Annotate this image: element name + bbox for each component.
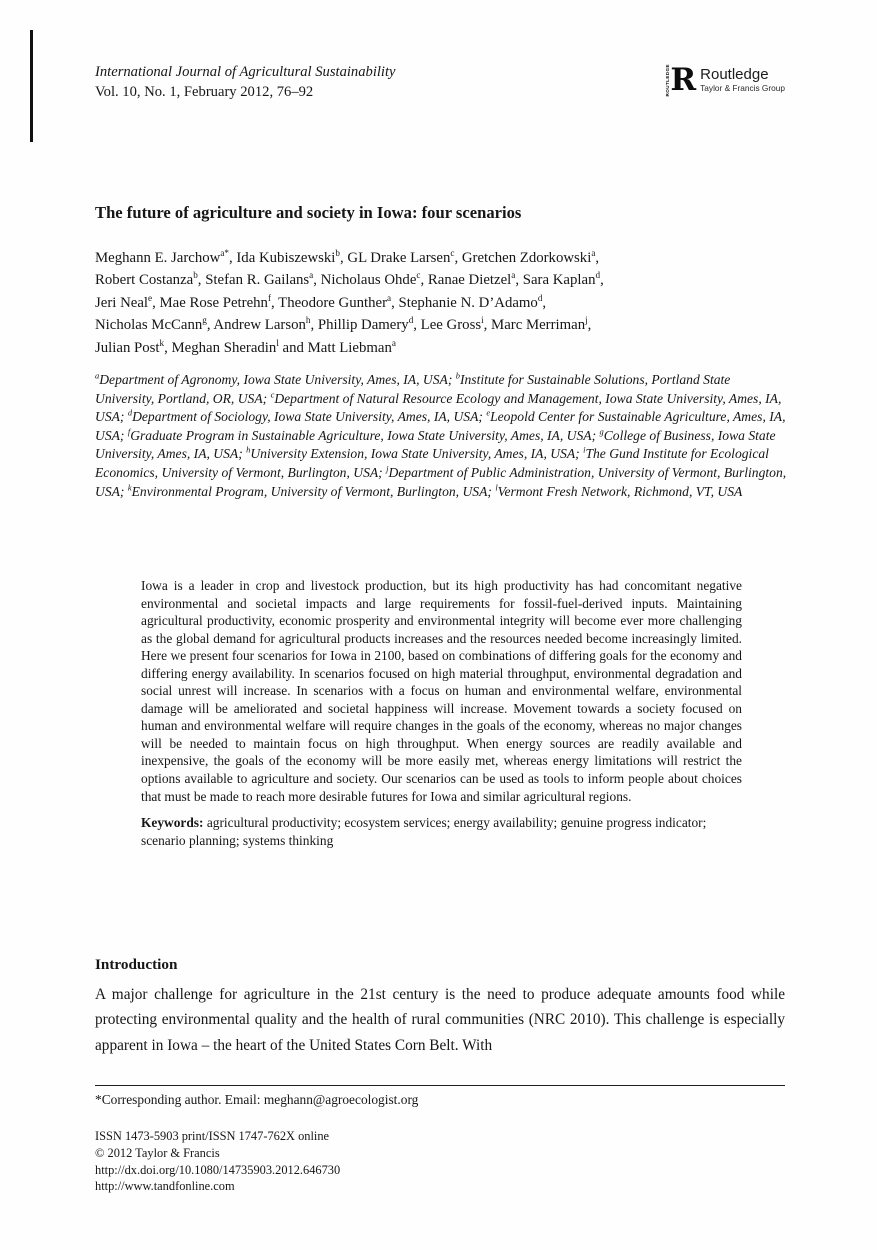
logo-tagline: Taylor & Francis Group: [700, 83, 785, 94]
abstract-text: Iowa is a leader in crop and livestock production, but its high productivity has had concomitant negative environmental and societal impacts and large requirements for fossil-fuel-derived inputs. Maintaining agricultural productivity, economic prosperity and environmental integrity will become ever more challenging as the global demand for agricultural products increases and the resources needed become increasingly limited. Here we present four scenarios for Iowa in 2100, based on combinations of differing goals for the economy and differing energy availability. In scenarios focused on high material throughput, environmental degradation and social unrest will increase. In scenarios with a focus on human and environmental welfare, environmental damage will be ameliorated and societal happiness will increase. Movement towards a society focused on human and environmental welfare will require changes in the goals of the economy, whereas no major changes will be needed to maintain focus on high throughput. When energy sources are readily available and inexpensive, the goals of the economy will be more easily met, whereas energy limitations will restrict the options available to agriculture and society. Our scenarios can be used as tools to inform people about choices that must be made to reach more desirable futures for Iowa and similar agricultural regions.: [141, 578, 742, 804]
publication-info-line: http://dx.doi.org/10.1080/14735903.2012.646730: [95, 1162, 341, 1177]
logo-r-glyph: R: [670, 62, 696, 99]
keywords-text: agricultural productivity; ecosystem services; energy availability; genuine progress indicator; scenario planning; systems thinking: [141, 815, 707, 848]
author-line: Meghann E. Jarchow$^{a*}$, Ida Kubiszewski$^b$, GL Drake Larsen$^c$, Gretchen Zdorkowski$^a$,: [95, 248, 600, 266]
article-title: The future of agriculture and society in Iowa: four scenarios: [95, 203, 522, 222]
author-line: Nicholas McCann$^g$, Andrew Larson$^h$, Phillip Damery$^d$, Lee Gross$^i$, Marc Merriman$^j$,: [95, 315, 592, 334]
routledge-r-mark-icon: [665, 62, 696, 99]
author-line: Robert Costanza$^b$, Stefan R. Gailans$^a$, Nicholaus Ohde$^c$, Ranae Dietzel$^a$, Sara Kaplan$^d$,: [95, 270, 604, 289]
corresponding-author-note: *Corresponding author. Email: meghann@agroecologist.org: [95, 1092, 419, 1107]
publication-info-line: © 2012 Taylor & Francis: [95, 1145, 220, 1160]
publication-info: [95, 1128, 340, 1195]
scan-artifact-line: [30, 30, 33, 142]
affiliations: $^a$Department of Agronomy, Iowa State University, Ames, IA, USA; $^b$Institute for Sustainable Solutions, Portland State University, Portland, OR, USA; $^c$Department of Natural Resource Ecology and Management, Iowa State University, Ames, IA, USA; $^d$Department of Sociology, Iowa State University, Ames, IA, USA; $^e$Leopold Center for Sustainable Agriculture, Ames, IA, USA; $^f$Graduate Program in Sustainable Agriculture, Iowa State University, Ames, IA, USA; $^g$College of Business, Iowa State University, Ames, IA, USA; $^h$University Extension, Iowa State University, Ames, IA, USA; $^i$The Gund Institute for Ecological Economics, University of Vermont, Burlington, USA; $^j$Department of Public Administration, University of Vermont, Burlington, USA; $^k$Environmental Program, University of Vermont, Burlington, USA; $^l$Vermont Fresh Network, Richmond, VT, USA: [95, 370, 787, 499]
footnote-divider: [95, 1085, 785, 1086]
publication-info-line: ISSN 1473-5903 print/ISSN 1747-762X online: [95, 1129, 330, 1143]
journal-title: International Journal of Agricultural Sustainability: [95, 64, 396, 80]
abstract-block: [141, 577, 742, 849]
author-line: Jeri Neal$^e$, Mae Rose Petrehn$^f$, Theodore Gunther$^a$, Stephanie N. D’Adamo$^d$,: [95, 292, 547, 311]
logo-vertical-text: ROUTLEDGE: [665, 64, 671, 97]
publication-info-line: http://www.tandfonline.com: [95, 1179, 235, 1194]
issue-info: Vol. 10, No. 1, February 2012, 76–92: [95, 84, 314, 100]
logo-wordmark: [700, 67, 785, 93]
section-heading-introduction: Introduction: [95, 956, 178, 973]
introduction-paragraph: A major challenge for agriculture in the 21st century is the need to produce adequate amounts food while protecting environmental quality and the health of rural communities (NRC 2010). This challenge is especially apparent in Iowa – the heart of the United States Corn Belt. With: [95, 986, 785, 1054]
author-list: [95, 247, 790, 359]
routledge-logo: [665, 62, 785, 99]
keywords-label: Keywords:: [141, 815, 204, 831]
keywords: [141, 814, 742, 849]
author-line: Julian Post$^k$, Meghan Sheradin$^l$ and Matt Liebman$^a$: [95, 337, 396, 356]
journal-info: [95, 62, 396, 102]
page-header: [95, 62, 785, 102]
logo-brand-name: Routledge: [700, 66, 769, 84]
